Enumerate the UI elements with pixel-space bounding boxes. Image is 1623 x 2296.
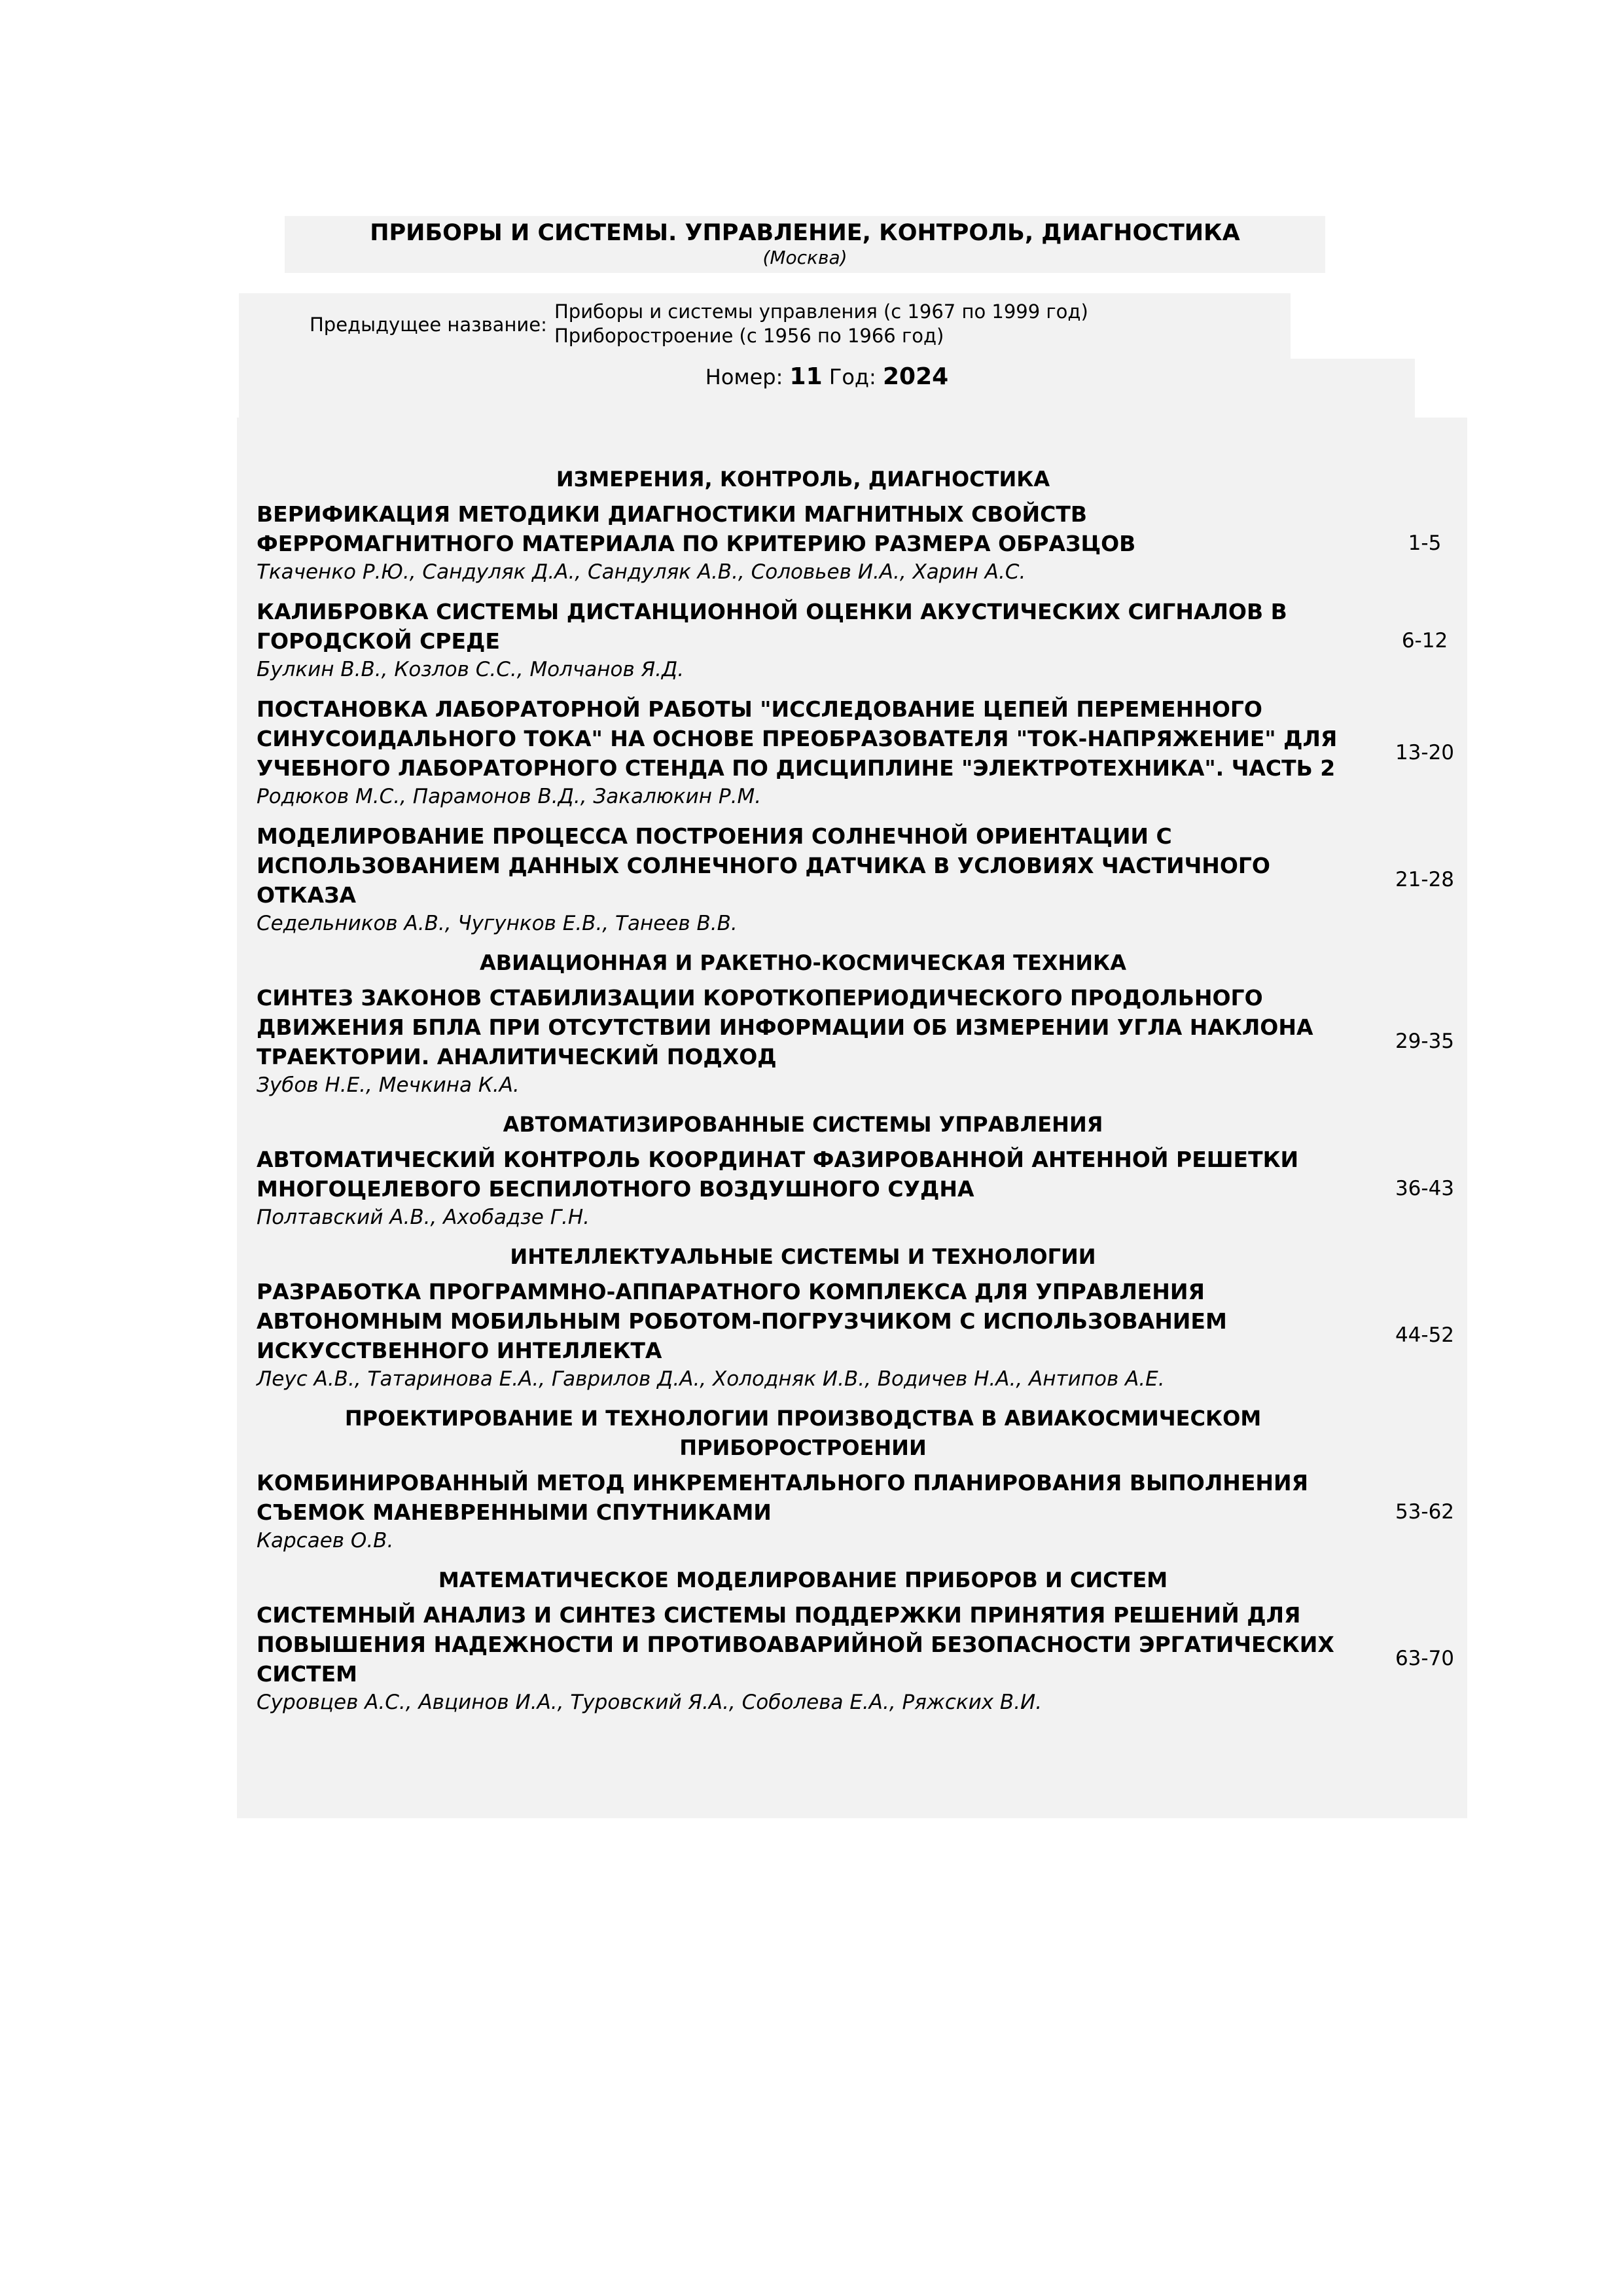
article-entry xyxy=(257,1145,1467,1232)
article-entry xyxy=(257,1468,1467,1555)
article-title[interactable]: КАЛИБРОВКА СИСТЕМЫ ДИСТАНЦИОННОЙ ОЦЕНКИ АКУСТИЧЕСКИХ СИГНАЛОВ В ГОРОДСКОЙ СРЕДЕ xyxy=(257,599,1287,654)
article-authors: Зубов Н.Е., Мечкина К.А. xyxy=(257,1073,520,1097)
journal-title: ПРИБОРЫ И СИСТЕМЫ. УПРАВЛЕНИЕ, КОНТРОЛЬ, ДИАГНОСТИКА xyxy=(370,220,1240,246)
article-pages: 63-70 xyxy=(1395,1647,1455,1670)
article-authors: Седельников А.В., Чугунков Е.В., Танеев В.В. xyxy=(257,912,738,935)
article-entry xyxy=(257,821,1467,938)
previous-name: Приборы и системы управления (с 1967 по 1999 год) xyxy=(554,300,1088,323)
article-pages: 13-20 xyxy=(1395,741,1455,764)
article-title[interactable]: ПОСТАНОВКА ЛАБОРАТОРНОЙ РАБОТЫ "ИССЛЕДОВАНИЕ ЦЕПЕЙ ПЕРЕМЕННОГО СИНУСОИДАЛЬНОГО ТОКА" НА ОСНОВЕ ПРЕОБРАЗОВАТЕЛЯ "ТОК-НАПРЯЖЕНИЕ" ДЛЯ УЧЕБНОГО ЛАБОРАТОРНОГО СТЕНДА ПО ДИСЦИПЛИНЕ "ЭЛЕКТРОТЕХНИКА". ЧАСТЬ 2 xyxy=(257,696,1338,781)
previous-name: Приборостроение (с 1956 по 1966 год) xyxy=(554,325,944,347)
article-authors: Полтавский А.В., Ахобадзе Г.Н. xyxy=(257,1206,590,1229)
article-authors: Ткаченко Р.Ю., Сандуляк Д.А., Сандуляк А.В., Соловьев И.А., Харин А.С. xyxy=(257,560,1026,584)
section-heading: АВТОМАТИЗИРОВАННЫЕ СИСТЕМЫ УПРАВЛЕНИЯ xyxy=(503,1112,1103,1137)
article-authors: Леус А.В., Татаринова Е.А., Гаврилов Д.А., Холодняк И.В., Водичев Н.А., Антипов А.Е. xyxy=(257,1367,1165,1391)
article-authors: Суровцев А.С., Авцинов И.А., Туровский Я.А., Соболева Е.А., Ряжских В.И. xyxy=(257,1691,1043,1714)
previous-names-label: Предыдущее название: xyxy=(310,314,547,336)
section-heading: ПРОЕКТИРОВАНИЕ И ТЕХНОЛОГИИ ПРОИЗВОДСТВА В АВИАКОСМИЧЕСКОМ ПРИБОРОСТРОЕНИИ xyxy=(344,1406,1262,1460)
issue-number-label: Номер: xyxy=(705,365,783,389)
article-entry xyxy=(257,1600,1467,1717)
section-heading: ИНТЕЛЛЕКТУАЛЬНЫЕ СИСТЕМЫ И ТЕХНОЛОГИИ xyxy=(510,1244,1096,1269)
issue-year: 2024 xyxy=(882,363,949,390)
article-entry xyxy=(257,1277,1467,1393)
section-heading: АВИАЦИОННАЯ И РАКЕТНО-КОСМИЧЕСКАЯ ТЕХНИКА xyxy=(480,950,1126,975)
article-authors: Родюков М.С., Парамонов В.Д., Закалюкин Р.М. xyxy=(257,785,762,808)
issue-block xyxy=(239,359,1415,418)
article-entry xyxy=(257,499,1467,586)
issue-line xyxy=(239,364,1415,390)
article-authors: Булкин В.В., Козлов С.С., Молчанов Я.Д. xyxy=(257,658,685,681)
article-entry xyxy=(257,983,1467,1100)
article-title[interactable]: СИСТЕМНЫЙ АНАЛИЗ И СИНТЕЗ СИСТЕМЫ ПОДДЕРЖКИ ПРИНЯТИЯ РЕШЕНИЙ ДЛЯ ПОВЫШЕНИЯ НАДЕЖНОСТИ И ПРОТИВОАВАРИЙНОЙ БЕЗОПАСНОСТИ ЭРГАТИЧЕСКИХ СИСТЕМ xyxy=(257,1602,1334,1687)
article-pages: 21-28 xyxy=(1395,868,1455,891)
article-title[interactable]: СИНТЕЗ ЗАКОНОВ СТАБИЛИЗАЦИИ КОРОТКОПЕРИОДИЧЕСКОГО ПРОДОЛЬНОГО ДВИЖЕНИЯ БПЛА ПРИ ОТСУТСТВИИ ИНФОРМАЦИИ ОБ ИЗМЕРЕНИИ УГЛА НАКЛОНА ТРАЕКТОРИИ. АНАЛИТИЧЕСКИЙ ПОДХОД xyxy=(257,985,1313,1069)
article-pages: 44-52 xyxy=(1395,1323,1455,1347)
previous-names-list xyxy=(554,300,1088,348)
article-pages: 1-5 xyxy=(1408,531,1442,555)
article-pages: 36-43 xyxy=(1395,1176,1455,1200)
article-title[interactable]: РАЗРАБОТКА ПРОГРАММНО-АППАРАТНОГО КОМПЛЕКСА ДЛЯ УПРАВЛЕНИЯ АВТОНОМНЫМ МОБИЛЬНЫМ РОБОТОМ-ПОГРУЗЧИКОМ С ИСПОЛЬЗОВАНИЕМ ИСКУССТВЕННОГО ИНТЕЛЛЕКТА xyxy=(257,1279,1227,1363)
article-pages: 29-35 xyxy=(1395,1030,1455,1053)
article-pages: 53-62 xyxy=(1395,1499,1455,1524)
article-title[interactable]: ВЕРИФИКАЦИЯ МЕТОДИКИ ДИАГНОСТИКИ МАГНИТНЫХ СВОЙСТВ ФЕРРОМАГНИТНОГО МАТЕРИАЛА ПО КРИТЕРИЮ РАЗМЕРА ОБРАЗЦОВ xyxy=(257,501,1136,556)
issue-number: 11 xyxy=(789,363,823,390)
section-heading: ИЗМЕРЕНИЯ, КОНТРОЛЬ, ДИАГНОСТИКА xyxy=(556,467,1050,492)
journal-city: (Москва) xyxy=(762,247,847,268)
article-entry xyxy=(257,694,1467,811)
table-of-contents xyxy=(237,418,1467,1818)
article-entry xyxy=(257,597,1467,684)
toc-list xyxy=(257,465,1467,1727)
section-heading: МАТЕМАТИЧЕСКОЕ МОДЕЛИРОВАНИЕ ПРИБОРОВ И СИСТЕМ xyxy=(438,1568,1168,1592)
article-authors: Карсаев О.В. xyxy=(257,1529,394,1552)
journal-header xyxy=(285,216,1325,273)
issue-year-label: Год: xyxy=(829,365,876,389)
article-pages: 6-12 xyxy=(1401,628,1448,653)
article-title[interactable]: МОДЕЛИРОВАНИЕ ПРОЦЕССА ПОСТРОЕНИЯ СОЛНЕЧНОЙ ОРИЕНТАЦИИ С ИСПОЛЬЗОВАНИЕМ ДАННЫХ СОЛНЕЧНОГО ДАТЧИКА В УСЛОВИЯХ ЧАСТИЧНОГО ОТКАЗА xyxy=(257,823,1270,908)
article-title[interactable]: АВТОМАТИЧЕСКИЙ КОНТРОЛЬ КООРДИНАТ ФАЗИРОВАННОЙ АНТЕННОЙ РЕШЕТКИ МНОГОЦЕЛЕВОГО БЕСПИЛОТНОГО ВОЗДУШНОГО СУДНА xyxy=(257,1147,1299,1202)
previous-names-block xyxy=(239,293,1291,359)
article-title[interactable]: КОМБИНИРОВАННЫЙ МЕТОД ИНКРЕМЕНТАЛЬНОГО ПЛАНИРОВАНИЯ ВЫПОЛНЕНИЯ СЪЕМОК МАНЕВРЕННЫМИ СПУТНИКАМИ xyxy=(257,1470,1309,1525)
